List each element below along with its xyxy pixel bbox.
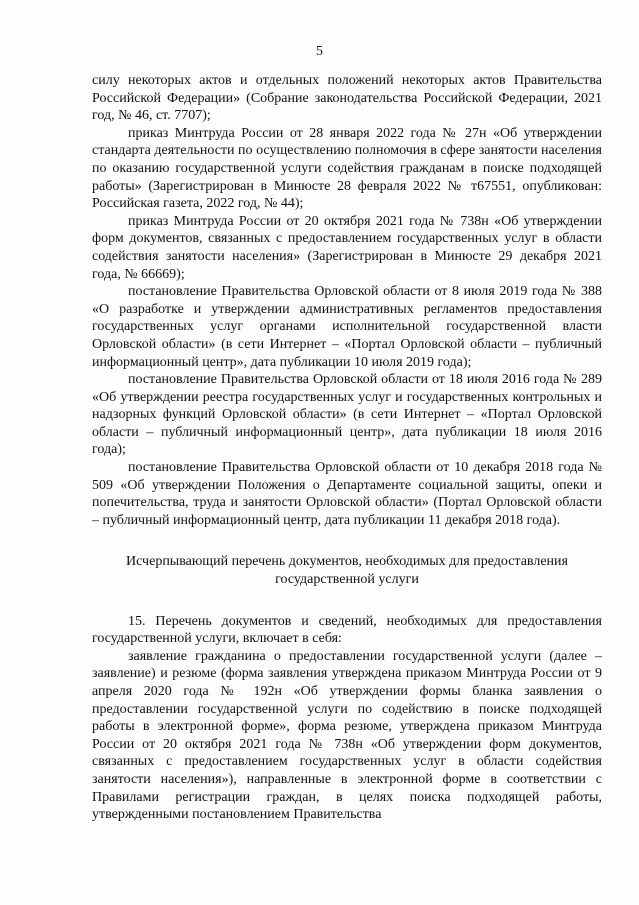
page-number: 5 — [316, 44, 323, 59]
section-heading: Исчерпывающий перечень документов, необходимых для предоставления государственной услуги — [126, 554, 568, 588]
paragraph: силу некоторых актов и отдельных положений некоторых актов Правительства Российской Федерации» (Собрание законодательства Российской Федерации, 2021 год, № 46, ст. 7707); — [92, 73, 602, 124]
paragraph: заявление гражданина о предоставлении государственной услуги (далее – заявление) и резюме (форма заявления утверждена приказом Минтруда России от 9 апреля 2020 года № 192н «Об утверждении формы бланка заявления о предоставлении государственной услуги по содействию в поиске подходящей работы в электронной форме», форма резюме, утверждена приказом Минтруда России от 20 октября 2021 года № 738н «Об утверждении форм документов, связанных с предоставлением государственных услуг в области содействия занятости населения»), направленные в электронной форме в соответствии с Правилами регистрации граждан, в целях поиска подходящей работы, утвержденными постановлением Правительства — [92, 648, 602, 823]
paragraph: постановление Правительства Орловской области от 18 июля 2016 года № 289 «Об утверждении реестра государственных услуг и государственных контрольных и надзорных функций Орловской области» (в сети Интернет – «Портал Орловской области – публичный информационный центр», дата публикации 18 июля 2016 года); — [92, 372, 602, 458]
paragraph: приказ Минтруда России от 28 января 2022 года № 27н «Об утверждении стандарта деятельности по осуществлению полномочия в сфере занятости населения по оказанию государственной услуги содействия гражданам в поиске подходящей работы» (Зарегистрирован в Минюсте 28 февраля 2022 № т67551, опубликован: Российская газета, 2022 год, № 44); — [92, 125, 602, 212]
section-spacer — [92, 589, 602, 613]
paragraph: приказ Минтруда России от 20 октября 2021 года № 738н «Об утверждении форм документов, связанных с предоставлением государственных услуг в области содействия занятости населения» (Зарегистрирован в Минюсте 29 декабря 2021 года, № 66669); — [92, 213, 602, 282]
paragraph: постановление Правительства Орловской области от 8 июля 2019 года № 388 «О разработке и утверждении административных регламентов предоставления государственных услуг органами исполнительной государственной власти Орловской области» (в сети Интернет – «Портал Орловской области – публичный информационный центр», дата публикации 10 июля 2019 года); — [92, 284, 602, 370]
paragraph: постановление Правительства Орловской области от 10 декабря 2018 года № 509 «Об утверждении Положения о Департаменте социальной защиты, опеки и попечительства, труда и занятости Орловской области» (Портал Орловской области – публичный информационный центр, дата публикации 11 декабря 2018 года). — [92, 460, 602, 528]
paragraph: 15. Перечень документов и сведений, необходимых для предоставления государственной услуги, включает в себя: — [92, 613, 602, 647]
document-body — [92, 72, 602, 824]
